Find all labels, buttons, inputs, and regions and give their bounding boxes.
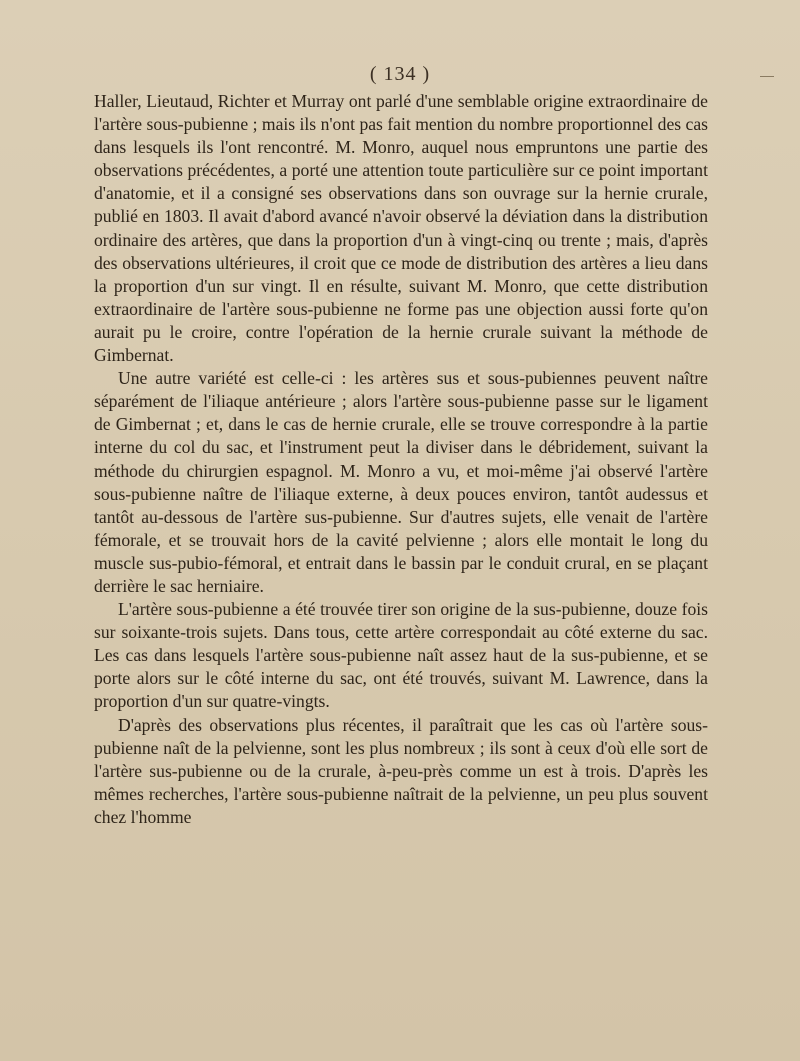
paragraph-3: L'artère sous-pubienne a été trouvée tirer son origine de la sus-pubienne, douze fois sur soixante-trois sujets. Dans tous, cette artère correspondait au côté externe du sac. Les cas dans lesquels l'artère sous-pubienne naît assez haut de la sus-pubienne, et se porte alors sur le côté interne du sac, ont été trouvés, suivant M. Lawrence, dans la proportion d'un sur quatre-vingts.: [94, 599, 708, 712]
paragraph-4: D'après des observations plus récentes, il paraîtrait que les cas où l'artère sous-pubienne naît de la pelvienne, sont les plus nombreux ; ils sont à ceux d'où elle sort de l'artère sus-pubienne ou de la crurale, à-peu-près comme un est à trois. D'après les mêmes recherches, l'artère sous-pubienne naîtrait de la pelvienne, un peu plus souvent chez l'homme: [94, 714, 708, 827]
paragraph-1: Haller, Lieutaud, Richter et Murray ont parlé d'une semblable origine extraordinaire de l'artère sous-pubienne ; mais ils n'ont pas fait mention du nombre proportionnel des cas dans lesquels ils l'ont rencontré. M. Monro, auquel nous empruntons une partie des observations précédentes, a porté une attention toute particulière sur ce point important d'anatomie, et il a consigné ses observations dans son ouvrage sur la hernie crurale, publié en 1803. Il avait d'abord avancé n'avoir observé la déviation dans la distribution ordinaire des artères, que dans la proportion d'un à vingt-cinq ou trente ; mais, d'après des observations ultérieures, il croit que ce mode de distribution des artères a lieu dans la proportion d'un sur vingt. Il en résulte, suivant M. Monro, que cette distribution extraordinaire de l'artère sous-pubienne ne forme pas une objection aussi forte qu'on aurait pu le croire, contre l'opération de la hernie crurale suivant la méthode de Gimbernat.: [94, 91, 708, 366]
paragraph-2: Une autre variété est celle-ci : les artères sus et sous-pubiennes peuvent naître séparément de l'iliaque antérieure ; alors l'artère sous-pubienne passe sur le ligament de Gimbernat ; et, dans le cas de hernie crurale, elle se trouve correspondre à la partie interne du col du sac, et l'instrument peut la diviser dans le débridement, suivant la méthode du chirurgien espagnol. M. Monro a vu, et moi-même j'ai observé l'artère sous-pubienne naître de l'iliaque externe, à deux pouces environ, tantôt audessus et tantôt au-dessous de l'artère sus-pubienne. Sur d'autres sujets, elle venait de l'artère fémorale, et se trouvait hors de la cavité pelvienne ; alors elle montait le long du muscle sus-pubio-fémoral, et entrait dans le bassin par le conduit crural, en se plaçant derrière le sac herniaire.: [94, 368, 708, 596]
page-number: ( 134 ): [369, 63, 431, 85]
body-text: [94, 90, 708, 829]
